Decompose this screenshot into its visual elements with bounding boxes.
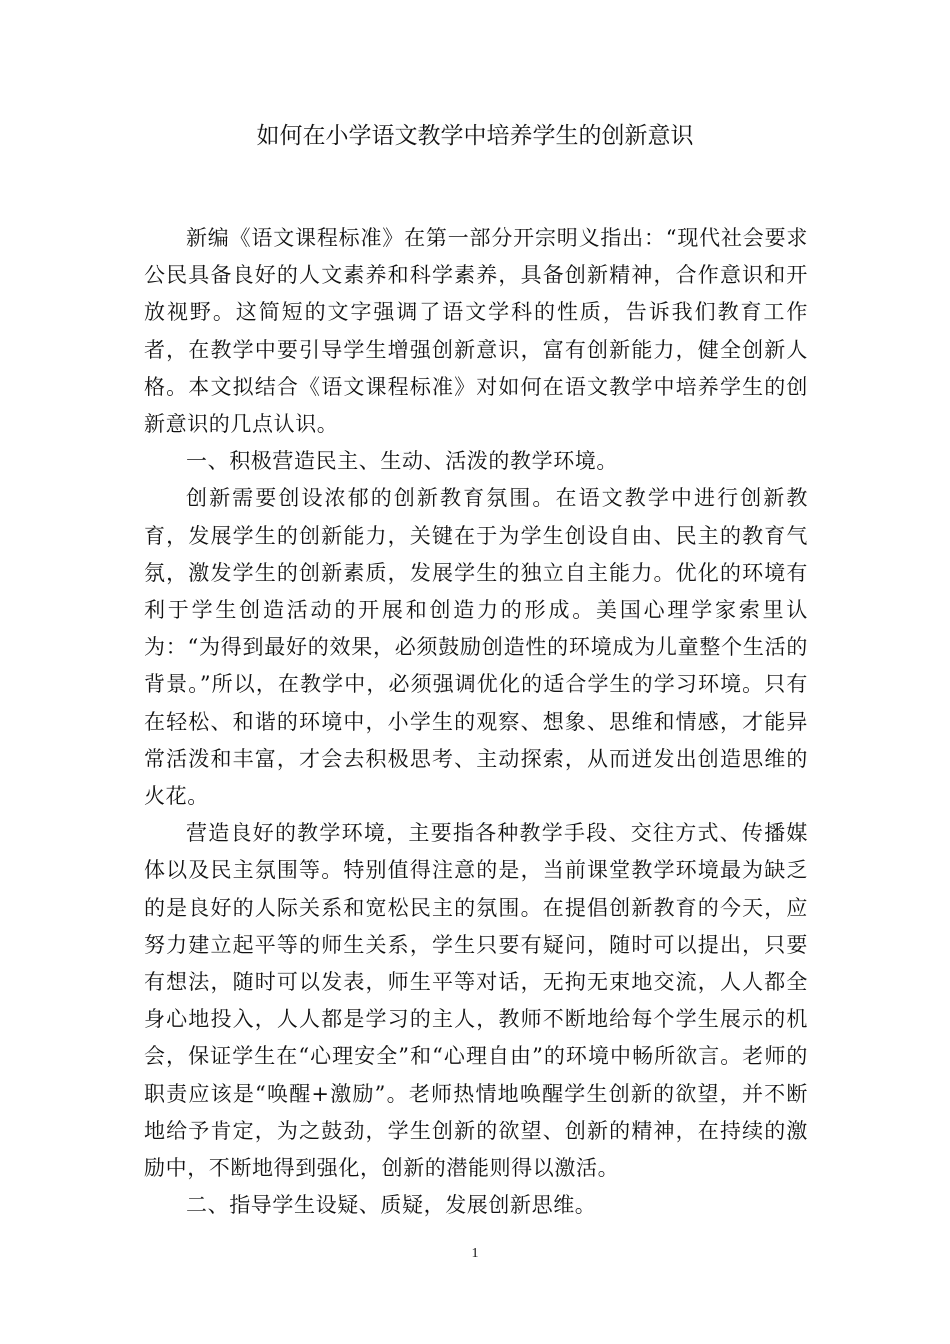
section-heading-2: 二、指导学生设疑、质疑，发展创新思维。 [186,1193,597,1218]
document-body [144,220,808,1224]
document-title: 如何在小学语文教学中培养学生的创新意识 [256,123,694,149]
page-number: 1 [471,1246,479,1261]
paragraph-teaching-atmosphere: 营造良好的教学环境，主要指各种教学手段、交往方式、传播媒体以及民主氛围等。特别值得注意的是，当前课堂教学环境最为缺乏的是良好的人际关系和宽松民主的氛围。在提倡创新教育的今天，应努力建立起平等的师生关系，学生只要有疑问，随时可以提出，只要有想法，随时可以发表，师生平等对话，无拘无束地交流，人人都全身心地投入，人人都是学习的主人，教师不断地给每个学生展示的机会，保证学生在“心理安全”和“心理自由”的环境中畅所欲言。老师的职责应该是“唤醒+激励”。老师热情地唤醒学生创新的欲望，并不断地给予肯定，为之鼓劲，学生创新的欲望、创新的精神，在持续的激励中，不断地得到强化，创新的潜能则得以激活。 [144,821,808,1181]
section-heading-1: 一、积极营造民主、生动、活泼的教学环境。 [186,449,618,474]
paragraph-intro: 新编《语文课程标准》在第一部分开宗明义指出：“现代社会要求公民具备良好的人文素养和科学素养，具备创新精神，合作意识和开放视野。这简短的文字强调了语文学科的性质，告诉我们教育工作者，在教学中要引导学生增强创新意识，富有创新能力，健全创新人格。本文拟结合《语文课程标准》对如何在语文教学中培养学生的创新意识的几点认识。 [144,226,808,437]
paragraph-environment: 创新需要创设浓郁的创新教育氛围。在语文教学中进行创新教育，发展学生的创新能力，关键在于为学生创设自由、民主的教育气氛，激发学生的创新素质，发展学生的独立自主能力。优化的环境有利于学生创造活动的开展和创造力的形成。美国心理学家索里认为：“为得到最好的效果，必须鼓励创造性的环境成为儿童整个生活的背景。”所以，在教学中，必须强调优化的适合学生的学习环境。只有在轻松、和谐的环境中，小学生的观察、想象、思维和情感，才能异常活泼和丰富，才会去积极思考、主动探索，从而迸发出创造思维的火花。 [144,486,808,809]
